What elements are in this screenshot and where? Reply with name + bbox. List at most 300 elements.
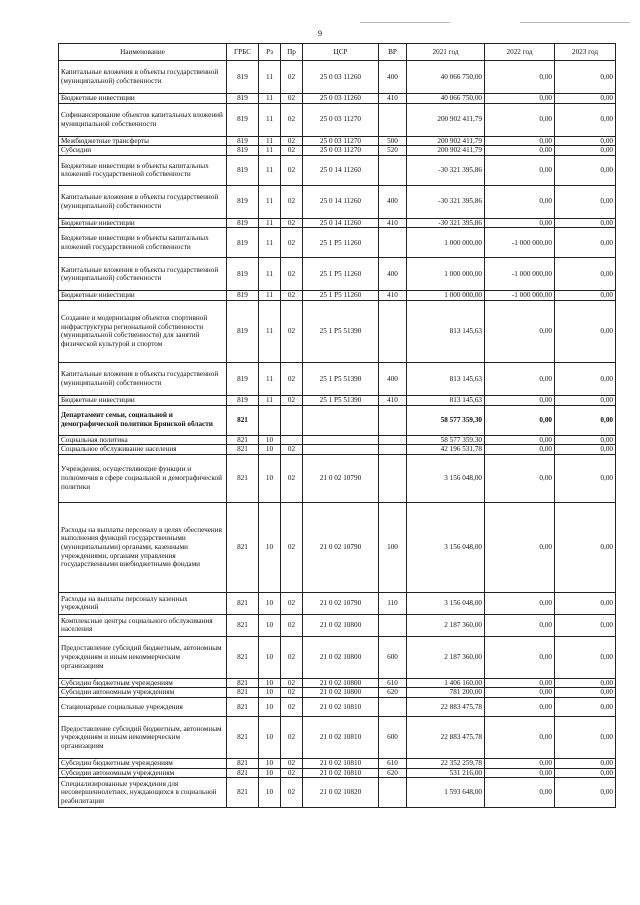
cell-name: Стационарные социальные учреждения	[59, 697, 227, 716]
cell-csr: 25 1 P5 11260	[303, 258, 379, 291]
table-row	[59, 614, 616, 636]
cell-rz: 11	[259, 258, 281, 291]
cell-rz: 10	[259, 636, 281, 678]
header-grbs: ГРБС	[227, 44, 259, 61]
cell-2023: 0,00	[555, 454, 616, 502]
cell-2021: 3 156 048,00	[407, 454, 485, 502]
cell-grbs: 821	[227, 688, 259, 698]
cell-vr	[379, 778, 407, 808]
cell-name: Субсидии бюджетным учреждениям	[59, 678, 227, 688]
table-row	[59, 103, 616, 136]
cell-csr: 25 1 P5 51390	[303, 395, 379, 405]
cell-grbs: 821	[227, 768, 259, 778]
cell-2023: 0,00	[555, 405, 616, 435]
cell-pr: 02	[281, 103, 303, 136]
table-row	[59, 146, 616, 156]
header-rz: Рз	[259, 44, 281, 61]
cell-2023: 0,00	[555, 395, 616, 405]
cell-rz: 11	[259, 300, 281, 362]
cell-2023: 0,00	[555, 218, 616, 228]
cell-pr: 02	[281, 218, 303, 228]
cell-2021: -30 321 395,86	[407, 185, 485, 218]
cell-2022: 0,00	[485, 185, 555, 218]
table-row	[59, 688, 616, 698]
cell-grbs: 821	[227, 502, 259, 592]
cell-2023: 0,00	[555, 688, 616, 698]
cell-vr: 100	[379, 502, 407, 592]
cell-name: Субсидии автономным учреждениям	[59, 688, 227, 698]
cell-rz: 10	[259, 445, 281, 455]
cell-grbs: 819	[227, 228, 259, 258]
cell-rz: 11	[259, 155, 281, 185]
cell-rz: 11	[259, 395, 281, 405]
cell-2021: 813 145,63	[407, 395, 485, 405]
cell-csr: 25 0 03 11260	[303, 94, 379, 104]
cell-2023: 0,00	[555, 94, 616, 104]
cell-2023: 0,00	[555, 636, 616, 678]
cell-2021: 1 593 648,00	[407, 778, 485, 808]
cell-2023: 0,00	[555, 155, 616, 185]
cell-2023: 0,00	[555, 502, 616, 592]
page-number: 9	[318, 29, 322, 38]
cell-name: Капитальные вложения в объекты государственной (муниципальной) собственности	[59, 185, 227, 218]
cell-2021: 1 000 000,00	[407, 291, 485, 301]
cell-name: Бюджетные инвестиции	[59, 94, 227, 104]
cell-rz: 11	[259, 291, 281, 301]
cell-grbs: 819	[227, 395, 259, 405]
cell-pr: 02	[281, 614, 303, 636]
cell-vr	[379, 454, 407, 502]
cell-rz	[259, 405, 281, 435]
table-row	[59, 218, 616, 228]
cell-2023: 0,00	[555, 716, 616, 758]
cell-2022: 0,00	[485, 614, 555, 636]
cell-vr: 610	[379, 758, 407, 768]
cell-rz: 10	[259, 716, 281, 758]
header-2022: 2022 год	[485, 44, 555, 61]
cell-2023: 0,00	[555, 678, 616, 688]
cell-grbs: 821	[227, 454, 259, 502]
cell-rz: 11	[259, 185, 281, 218]
cell-name: Бюджетные инвестиции	[59, 395, 227, 405]
cell-2021: 42 196 531,78	[407, 445, 485, 455]
cell-2022: -1 000 000,00	[485, 258, 555, 291]
table-row	[59, 592, 616, 614]
cell-csr	[303, 435, 379, 445]
cell-2022: 0,00	[485, 502, 555, 592]
cell-csr: 21 0 02 10800	[303, 614, 379, 636]
cell-rz: 10	[259, 592, 281, 614]
cell-csr: 21 0 02 10800	[303, 678, 379, 688]
cell-2022: 0,00	[485, 435, 555, 445]
cell-rz: 10	[259, 768, 281, 778]
cell-grbs: 821	[227, 678, 259, 688]
cell-pr: 02	[281, 155, 303, 185]
cell-rz: 11	[259, 146, 281, 156]
table-row	[59, 258, 616, 291]
cell-vr: 410	[379, 218, 407, 228]
table-row	[59, 300, 616, 362]
cell-grbs: 821	[227, 405, 259, 435]
cell-2023: 0,00	[555, 61, 616, 94]
cell-pr: 02	[281, 228, 303, 258]
cell-vr: 110	[379, 592, 407, 614]
table-body	[59, 61, 616, 808]
cell-2021: 813 145,63	[407, 362, 485, 395]
cell-2022: -1 000 000,00	[485, 291, 555, 301]
table-row	[59, 697, 616, 716]
cell-pr: 02	[281, 688, 303, 698]
cell-2021: 1 000 000,00	[407, 258, 485, 291]
cell-vr: 620	[379, 688, 407, 698]
cell-grbs: 819	[227, 155, 259, 185]
cell-vr: 600	[379, 636, 407, 678]
cell-pr: 02	[281, 258, 303, 291]
cell-2022: 0,00	[485, 300, 555, 362]
cell-vr	[379, 228, 407, 258]
cell-csr: 25 0 14 11260	[303, 218, 379, 228]
cell-pr: 02	[281, 136, 303, 146]
cell-csr: 21 0 02 10810	[303, 697, 379, 716]
cell-pr: 02	[281, 146, 303, 156]
cell-vr	[379, 697, 407, 716]
cell-rz: 11	[259, 103, 281, 136]
cell-csr: 21 0 02 10790	[303, 502, 379, 592]
cell-2022: 0,00	[485, 103, 555, 136]
cell-2022: 0,00	[485, 592, 555, 614]
cell-rz: 10	[259, 697, 281, 716]
cell-vr: 620	[379, 768, 407, 778]
table-row	[59, 291, 616, 301]
cell-name: Межбюджетные трансферты	[59, 136, 227, 146]
cell-2021: 58 577 359,30	[407, 435, 485, 445]
table-row	[59, 445, 616, 455]
cell-2023: 0,00	[555, 435, 616, 445]
table-row	[59, 768, 616, 778]
cell-vr	[379, 155, 407, 185]
table-row	[59, 94, 616, 104]
cell-name: Бюджетные инвестиции	[59, 291, 227, 301]
cell-vr: 610	[379, 678, 407, 688]
cell-csr: 21 0 02 10810	[303, 768, 379, 778]
cell-name: Бюджетные инвестиции в объекты капитальных вложений государственной собственности	[59, 228, 227, 258]
cell-csr: 25 0 03 11260	[303, 61, 379, 94]
cell-2023: 0,00	[555, 291, 616, 301]
cell-2023: 0,00	[555, 592, 616, 614]
table-row	[59, 228, 616, 258]
cell-pr: 02	[281, 778, 303, 808]
cell-2023: 0,00	[555, 768, 616, 778]
cell-csr: 21 0 02 10790	[303, 592, 379, 614]
cell-name: Создание и модернизация объектов спортивной инфраструктуры региональной собственности (муниципальной собственности) для занятий физической культурой и спортом	[59, 300, 227, 362]
cell-csr: 21 0 02 10800	[303, 636, 379, 678]
cell-csr: 21 0 02 10800	[303, 688, 379, 698]
cell-vr: 400	[379, 362, 407, 395]
cell-2021: 2 187 360,00	[407, 636, 485, 678]
cell-rz: 10	[259, 502, 281, 592]
cell-pr: 02	[281, 592, 303, 614]
cell-name: Предоставление субсидий бюджетным, автономным учреждениям и иным некоммерческим организациям	[59, 636, 227, 678]
table-row	[59, 454, 616, 502]
header-csr: ЦСР	[303, 44, 379, 61]
table-row	[59, 405, 616, 435]
cell-vr: 520	[379, 146, 407, 156]
cell-vr	[379, 405, 407, 435]
cell-csr: 25 0 14 11260	[303, 155, 379, 185]
cell-2021: 531 216,00	[407, 768, 485, 778]
cell-2022: 0,00	[485, 155, 555, 185]
table-row	[59, 395, 616, 405]
cell-rz: 11	[259, 61, 281, 94]
cell-name: Капитальные вложения в объекты государственной (муниципальной) собственности	[59, 258, 227, 291]
cell-name: Субсидии бюджетным учреждениям	[59, 758, 227, 768]
cell-vr	[379, 614, 407, 636]
table-row	[59, 435, 616, 445]
header-2021: 2021 год	[407, 44, 485, 61]
cell-rz: 10	[259, 454, 281, 502]
cell-grbs: 819	[227, 103, 259, 136]
cell-grbs: 819	[227, 185, 259, 218]
cell-2023: 0,00	[555, 614, 616, 636]
cell-rz: 11	[259, 228, 281, 258]
cell-grbs: 819	[227, 218, 259, 228]
cell-2023: 0,00	[555, 758, 616, 768]
table-row	[59, 636, 616, 678]
header-vr: ВР	[379, 44, 407, 61]
cell-rz: 10	[259, 614, 281, 636]
cell-pr: 02	[281, 758, 303, 768]
cell-pr: 02	[281, 768, 303, 778]
table-row	[59, 716, 616, 758]
cell-csr	[303, 445, 379, 455]
cell-2022: 0,00	[485, 94, 555, 104]
cell-2023: 0,00	[555, 136, 616, 146]
cell-pr: 02	[281, 291, 303, 301]
cell-grbs: 819	[227, 61, 259, 94]
table-header-row	[59, 44, 616, 61]
cell-vr: 410	[379, 94, 407, 104]
cell-csr: 25 1 P5 51390	[303, 362, 379, 395]
cell-pr: 02	[281, 636, 303, 678]
table-row	[59, 678, 616, 688]
cell-grbs: 821	[227, 758, 259, 768]
cell-vr	[379, 103, 407, 136]
header-name: Наименование	[59, 44, 227, 61]
cell-vr	[379, 435, 407, 445]
cell-2022: 0,00	[485, 688, 555, 698]
cell-pr: 02	[281, 697, 303, 716]
cell-2022: 0,00	[485, 61, 555, 94]
cell-2021: 1 000 000,00	[407, 228, 485, 258]
cell-pr: 02	[281, 445, 303, 455]
cell-pr: 02	[281, 362, 303, 395]
cell-2022: 0,00	[485, 445, 555, 455]
table-row	[59, 778, 616, 808]
cell-name: Социальная политика	[59, 435, 227, 445]
cell-csr: 25 0 03 11270	[303, 136, 379, 146]
cell-2021: 200 902 411,79	[407, 146, 485, 156]
cell-csr: 21 0 02 10810	[303, 758, 379, 768]
cell-rz: 10	[259, 435, 281, 445]
cell-2021: 2 187 360,00	[407, 614, 485, 636]
table-row	[59, 758, 616, 768]
cell-2022: 0,00	[485, 454, 555, 502]
cell-name: Комплексные центры социального обслуживания населения	[59, 614, 227, 636]
cell-name: Расходы на выплаты персоналу казенных учреждений	[59, 592, 227, 614]
cell-pr	[281, 435, 303, 445]
cell-pr: 02	[281, 300, 303, 362]
cell-grbs: 821	[227, 778, 259, 808]
cell-2022: 0,00	[485, 778, 555, 808]
cell-2021: 1 406 160,00	[407, 678, 485, 688]
cell-csr: 25 0 14 11260	[303, 185, 379, 218]
header-pr: Пр	[281, 44, 303, 61]
cell-grbs: 819	[227, 362, 259, 395]
cell-csr: 25 1 P5 11260	[303, 291, 379, 301]
cell-vr: 410	[379, 395, 407, 405]
cell-2022: 0,00	[485, 716, 555, 758]
cell-2022: 0,00	[485, 146, 555, 156]
cell-grbs: 819	[227, 291, 259, 301]
cell-name: Капитальные вложения в объекты государственной (муниципальной) собственности	[59, 61, 227, 94]
cell-grbs: 821	[227, 614, 259, 636]
table-row	[59, 155, 616, 185]
cell-rz: 10	[259, 778, 281, 808]
cell-name: Софинансирование объектов капитальных вложений муниципальной собственности	[59, 103, 227, 136]
cell-csr: 25 1 P5 11260	[303, 228, 379, 258]
cell-name: Учреждения, осуществляющие функции и полномочия в сфере социальной и демографической политики	[59, 454, 227, 502]
cell-2021: 22 352 259,78	[407, 758, 485, 768]
cell-pr	[281, 405, 303, 435]
cell-2023: 0,00	[555, 445, 616, 455]
cell-2022: 0,00	[485, 678, 555, 688]
cell-csr: 21 0 02 10820	[303, 778, 379, 808]
cell-2023: 0,00	[555, 103, 616, 136]
cell-2021: 813 145,63	[407, 300, 485, 362]
cell-csr: 25 0 03 11270	[303, 146, 379, 156]
cell-rz: 11	[259, 136, 281, 146]
cell-2021: -30 321 395,86	[407, 155, 485, 185]
cell-pr: 02	[281, 61, 303, 94]
cell-pr: 02	[281, 94, 303, 104]
cell-pr: 02	[281, 185, 303, 218]
cell-2023: 0,00	[555, 228, 616, 258]
cell-grbs: 819	[227, 136, 259, 146]
cell-2022: 0,00	[485, 768, 555, 778]
cell-vr: 400	[379, 258, 407, 291]
cell-2022: 0,00	[485, 362, 555, 395]
cell-name: Бюджетные инвестиции в объекты капитальных вложений государственной собственности	[59, 155, 227, 185]
cell-2022: 0,00	[485, 218, 555, 228]
cell-pr: 02	[281, 454, 303, 502]
cell-2021: 200 902 411,79	[407, 103, 485, 136]
cell-2021: 40 066 750,00	[407, 94, 485, 104]
cell-name: Субсидии автономным учреждениям	[59, 768, 227, 778]
cell-2022: 0,00	[485, 405, 555, 435]
cell-vr: 410	[379, 291, 407, 301]
cell-2021: 22 883 475,78	[407, 697, 485, 716]
cell-name: Расходы на выплаты персоналу в целях обеспечения выполнения функций государственными (муниципальными) органами, казенными учреждениями, органами управления государственными внебюджетными фондами	[59, 502, 227, 592]
cell-vr: 600	[379, 716, 407, 758]
cell-2022: -1 000 000,00	[485, 228, 555, 258]
cell-grbs: 821	[227, 592, 259, 614]
cell-csr: 21 0 02 10810	[303, 716, 379, 758]
header-2023: 2023 год	[555, 44, 616, 61]
cell-2021: -30 321 395,86	[407, 218, 485, 228]
cell-pr: 02	[281, 502, 303, 592]
cell-csr	[303, 405, 379, 435]
cell-2021: 3 156 048,00	[407, 502, 485, 592]
cell-2022: 0,00	[485, 395, 555, 405]
cell-2023: 0,00	[555, 185, 616, 218]
cell-name: Субсидии	[59, 146, 227, 156]
cell-pr: 02	[281, 395, 303, 405]
cell-name: Департамент семьи, социальной и демографической политики Брянской области	[59, 405, 227, 435]
cell-rz: 11	[259, 218, 281, 228]
cell-pr: 02	[281, 716, 303, 758]
table-row	[59, 136, 616, 146]
cell-grbs: 819	[227, 94, 259, 104]
table-row	[59, 185, 616, 218]
cell-2023: 0,00	[555, 258, 616, 291]
cell-vr	[379, 300, 407, 362]
cell-2021: 58 577 359,30	[407, 405, 485, 435]
cell-grbs: 821	[227, 716, 259, 758]
cell-2023: 0,00	[555, 146, 616, 156]
cell-2021: 200 902 411,79	[407, 136, 485, 146]
cell-grbs: 821	[227, 697, 259, 716]
cell-rz: 10	[259, 688, 281, 698]
cell-name: Бюджетные инвестиции	[59, 218, 227, 228]
table-row	[59, 61, 616, 94]
cell-2021: 781 200,00	[407, 688, 485, 698]
cell-rz: 10	[259, 678, 281, 688]
cell-vr: 400	[379, 61, 407, 94]
cell-2022: 0,00	[485, 636, 555, 678]
cell-2023: 0,00	[555, 697, 616, 716]
cell-2021: 3 156 048,00	[407, 592, 485, 614]
cell-csr: 21 0 02 10790	[303, 454, 379, 502]
cell-rz: 11	[259, 362, 281, 395]
cell-grbs: 821	[227, 636, 259, 678]
cell-pr: 02	[281, 678, 303, 688]
cell-vr: 400	[379, 185, 407, 218]
cell-name: Капитальные вложения в объекты государственной (муниципальной) собственности	[59, 362, 227, 395]
budget-table	[58, 43, 616, 808]
cell-name: Социальное обслуживание населения	[59, 445, 227, 455]
cell-2021: 40 066 750,00	[407, 61, 485, 94]
cell-name: Предоставление субсидий бюджетным, автономным учреждениям и иным некоммерческим организациям	[59, 716, 227, 758]
cell-rz: 11	[259, 94, 281, 104]
cell-2023: 0,00	[555, 778, 616, 808]
cell-grbs: 819	[227, 146, 259, 156]
cell-2022: 0,00	[485, 697, 555, 716]
cell-rz: 10	[259, 758, 281, 768]
cell-name: Специализированные учреждения для несовершеннолетних, нуждающихся в социальной реабилитации	[59, 778, 227, 808]
cell-csr: 25 1 P5 51390	[303, 300, 379, 362]
cell-grbs: 819	[227, 300, 259, 362]
cell-grbs: 821	[227, 435, 259, 445]
cell-grbs: 819	[227, 258, 259, 291]
cell-csr: 25 0 03 11270	[303, 103, 379, 136]
cell-2022: 0,00	[485, 758, 555, 768]
cell-2022: 0,00	[485, 136, 555, 146]
cell-vr	[379, 445, 407, 455]
cell-2021: 22 883 475,78	[407, 716, 485, 758]
cell-2023: 0,00	[555, 362, 616, 395]
cell-2023: 0,00	[555, 300, 616, 362]
table-row	[59, 362, 616, 395]
